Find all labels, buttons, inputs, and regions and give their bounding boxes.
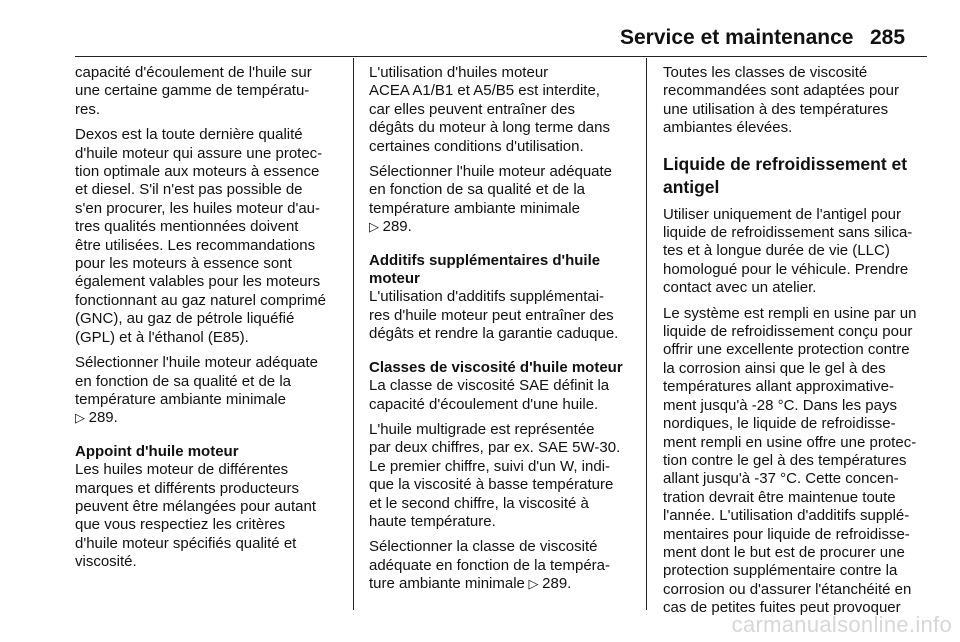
text-line: ture ambiante minimale xyxy=(369,575,525,593)
body-paragraph xyxy=(369,538,641,575)
text-column-1 xyxy=(75,64,347,572)
text-line: recommandées sont adaptées pour xyxy=(663,82,899,100)
text-line: et diesel. S'il n'est pas possible de xyxy=(75,181,303,199)
text-line: corrosion ou d'assurer l'étanchéité en xyxy=(663,580,912,598)
text-line: capacité d'écoulement d'une huile. xyxy=(369,395,599,413)
paragraph-gap xyxy=(369,156,641,163)
subheading: moteur xyxy=(369,270,420,288)
paragraph-gap xyxy=(369,237,641,252)
text-line: La classe de viscosité SAE définit la xyxy=(369,377,610,395)
text-line: et le second chiffre, la viscosité à xyxy=(369,494,589,512)
text-line: liquide de refroidissement sans silica‐ xyxy=(663,224,913,242)
text-line: marques et différents producteurs xyxy=(75,479,300,497)
text-line: Sélectionner la classe de viscosité xyxy=(369,538,598,556)
text-line: une certaine gamme de températu‐ xyxy=(75,82,310,100)
body-paragraph xyxy=(663,206,935,298)
body-paragraph xyxy=(369,377,641,414)
text-line: la corrosion ainsi que le gel à des xyxy=(663,359,886,377)
paragraph-gap xyxy=(663,199,935,206)
paragraph-gap xyxy=(663,298,935,305)
text-line: par deux chiffres, par ex. SAE 5W-30. xyxy=(369,439,621,457)
page-reference-number[interactable]: 289. xyxy=(542,575,572,593)
text-line: température ambiante minimale xyxy=(369,199,580,217)
text-line: températures allant approximative‐ xyxy=(663,378,894,396)
text-line: ment jusqu'à -28 °C. Dans les pays xyxy=(663,396,897,414)
paragraph-gap xyxy=(369,414,641,421)
text-line: d'huile moteur spécifiés qualité et xyxy=(75,534,297,552)
text-line: tration devrait être maintenue toute xyxy=(663,488,896,506)
page-reference[interactable] xyxy=(75,409,347,427)
page-number: 285 xyxy=(870,26,906,49)
paragraph-gap xyxy=(369,531,641,538)
text-line: Toutes les classes de viscosité xyxy=(663,64,868,81)
text-line: peuvent être mélangées pour autant xyxy=(75,497,317,515)
text-line: contact avec un atelier. xyxy=(663,279,817,297)
text-line: l'année. L'utilisation d'additifs supplé‐ xyxy=(663,507,910,525)
text-line: Sélectionner l'huile moteur adéquate xyxy=(75,354,319,372)
paragraph-gap xyxy=(369,344,641,359)
text-line: Utiliser uniquement de l'antigel pour xyxy=(663,205,902,223)
text-line: fonctionnant au gaz naturel comprimé xyxy=(75,291,326,309)
section-heading: antigel xyxy=(663,176,720,197)
body-paragraph xyxy=(75,64,347,119)
text-line: également valables pour les moteurs xyxy=(75,273,321,291)
body-paragraph xyxy=(75,461,347,571)
text-line: (GNC), au gaz de pétrole liquéfié xyxy=(75,310,295,328)
text-line: homologué pour le véhicule. Prendre xyxy=(663,260,909,278)
text-line: liquide de refroidissement conçu pour xyxy=(663,323,913,341)
text-line: ment dont le but est de procurer une xyxy=(663,543,905,561)
column-divider-2 xyxy=(646,58,647,610)
text-line: cas de petites fuites peut provoquer xyxy=(663,599,901,617)
text-line: que la viscosité à basse température xyxy=(369,476,614,494)
text-line: s'en procurer, les huiles moteur d'au‐ xyxy=(75,199,321,217)
text-line: Dexos est la toute dernière qualité xyxy=(75,126,303,144)
text-line: Sélectionner l'huile moteur adéquate xyxy=(369,163,613,181)
body-paragraph xyxy=(369,64,641,156)
page-ref-arrow-icon: ▷ xyxy=(524,576,543,592)
section-heading: Liquide de refroidissement et xyxy=(663,153,908,174)
text-line: être utilisées. Les recommandations xyxy=(75,236,316,254)
text-line: ment rempli en usine offre une protec‐ xyxy=(663,433,917,451)
body-paragraph xyxy=(663,305,935,618)
text-line: haute température. xyxy=(369,512,496,530)
text-line: res. xyxy=(75,100,101,118)
text-line: ambiantes élevées. xyxy=(663,119,793,137)
text-line: offrir une excellente protection contre xyxy=(663,341,910,359)
text-line: Les huiles moteur de différentes xyxy=(75,461,289,479)
paragraph-gap xyxy=(75,119,347,126)
paragraph-gap xyxy=(75,347,347,354)
column-divider-1 xyxy=(353,58,354,610)
text-line: mentaires pour liquide de refroidisse‐ xyxy=(663,525,910,543)
text-line: allant jusqu'à -37 °C. Cette concen‐ xyxy=(663,470,899,488)
text-line: d'huile moteur qui assure une protec‐ xyxy=(75,144,323,162)
text-line: (GPL) et à l'éthanol (E85). xyxy=(75,328,249,346)
subheading: Classes de viscosité d'huile moteur xyxy=(369,358,623,376)
text-line: température ambiante minimale xyxy=(75,390,286,408)
text-line: res d'huile moteur peut entraîner des xyxy=(369,306,614,324)
paragraph-gap xyxy=(75,428,347,443)
text-line: L'utilisation d'huiles moteur xyxy=(369,64,549,81)
text-column-3 xyxy=(663,64,935,618)
text-line: Le premier chiffre, suivi d'un W, indi‐ xyxy=(369,457,611,475)
text-line: dégâts du moteur à long terme dans xyxy=(369,119,610,137)
text-line: tes et à longue durée de vie (LLC) xyxy=(663,242,890,260)
page-ref-arrow-icon: ▷ xyxy=(75,410,89,426)
text-line: en fonction de sa qualité et de la xyxy=(369,181,585,199)
subheading: Appoint d'huile moteur xyxy=(75,442,239,460)
text-line-with-reference xyxy=(369,575,641,593)
body-paragraph xyxy=(369,421,641,531)
text-line: tion optimale aux moteurs à essence xyxy=(75,163,320,181)
text-line: adéquate en fonction de la tempéra‐ xyxy=(369,556,611,574)
body-paragraph xyxy=(369,163,641,218)
text-column-2 xyxy=(369,64,641,594)
body-paragraph xyxy=(75,126,347,347)
text-line: que vous respectiez les critères xyxy=(75,516,286,534)
page-reference-number: 289. xyxy=(88,409,118,427)
text-line: ACEA A1/B1 et A5/B5 est interdite, xyxy=(369,82,600,100)
page-ref-arrow-icon: ▷ xyxy=(369,219,383,235)
text-line: nordiques, le liquide de refroidisse‐ xyxy=(663,415,896,433)
text-line: certaines conditions d'utilisation. xyxy=(369,137,584,155)
body-paragraph xyxy=(75,354,347,409)
text-line: L'utilisation d'additifs supplémentai‐ xyxy=(369,288,605,306)
header-rule xyxy=(75,56,927,57)
text-line: tres qualités mentionnées doivent xyxy=(75,218,299,236)
text-line: pour les moteurs à essence sont xyxy=(75,255,292,273)
body-paragraph xyxy=(369,288,641,343)
text-line: tion contre le gel à des températures xyxy=(663,451,907,469)
text-line: Le système est rempli en usine par un xyxy=(663,304,917,322)
subheading: Additifs supplémentaires d'huile xyxy=(369,251,601,269)
text-line: car elles peuvent entraîner des xyxy=(369,100,575,118)
text-line: capacité d'écoulement de l'huile sur xyxy=(75,64,312,81)
text-line: protection supplémentaire contre la xyxy=(663,562,898,580)
page-reference-number: 289. xyxy=(382,218,412,236)
text-line: viscosité. xyxy=(75,553,137,571)
text-line: une utilisation à des températures xyxy=(663,100,889,118)
text-line: en fonction de sa qualité et de la xyxy=(75,372,291,390)
watermark: carmanualsonline.info xyxy=(731,612,952,637)
page-reference[interactable] xyxy=(369,218,641,236)
page-section-title: Service et maintenance xyxy=(620,26,854,49)
paragraph-gap xyxy=(663,138,935,153)
text-line: dégâts et rendre la garantie caduque. xyxy=(369,325,619,343)
body-paragraph xyxy=(663,64,935,138)
text-line: L'huile multigrade est représentée xyxy=(369,420,595,438)
